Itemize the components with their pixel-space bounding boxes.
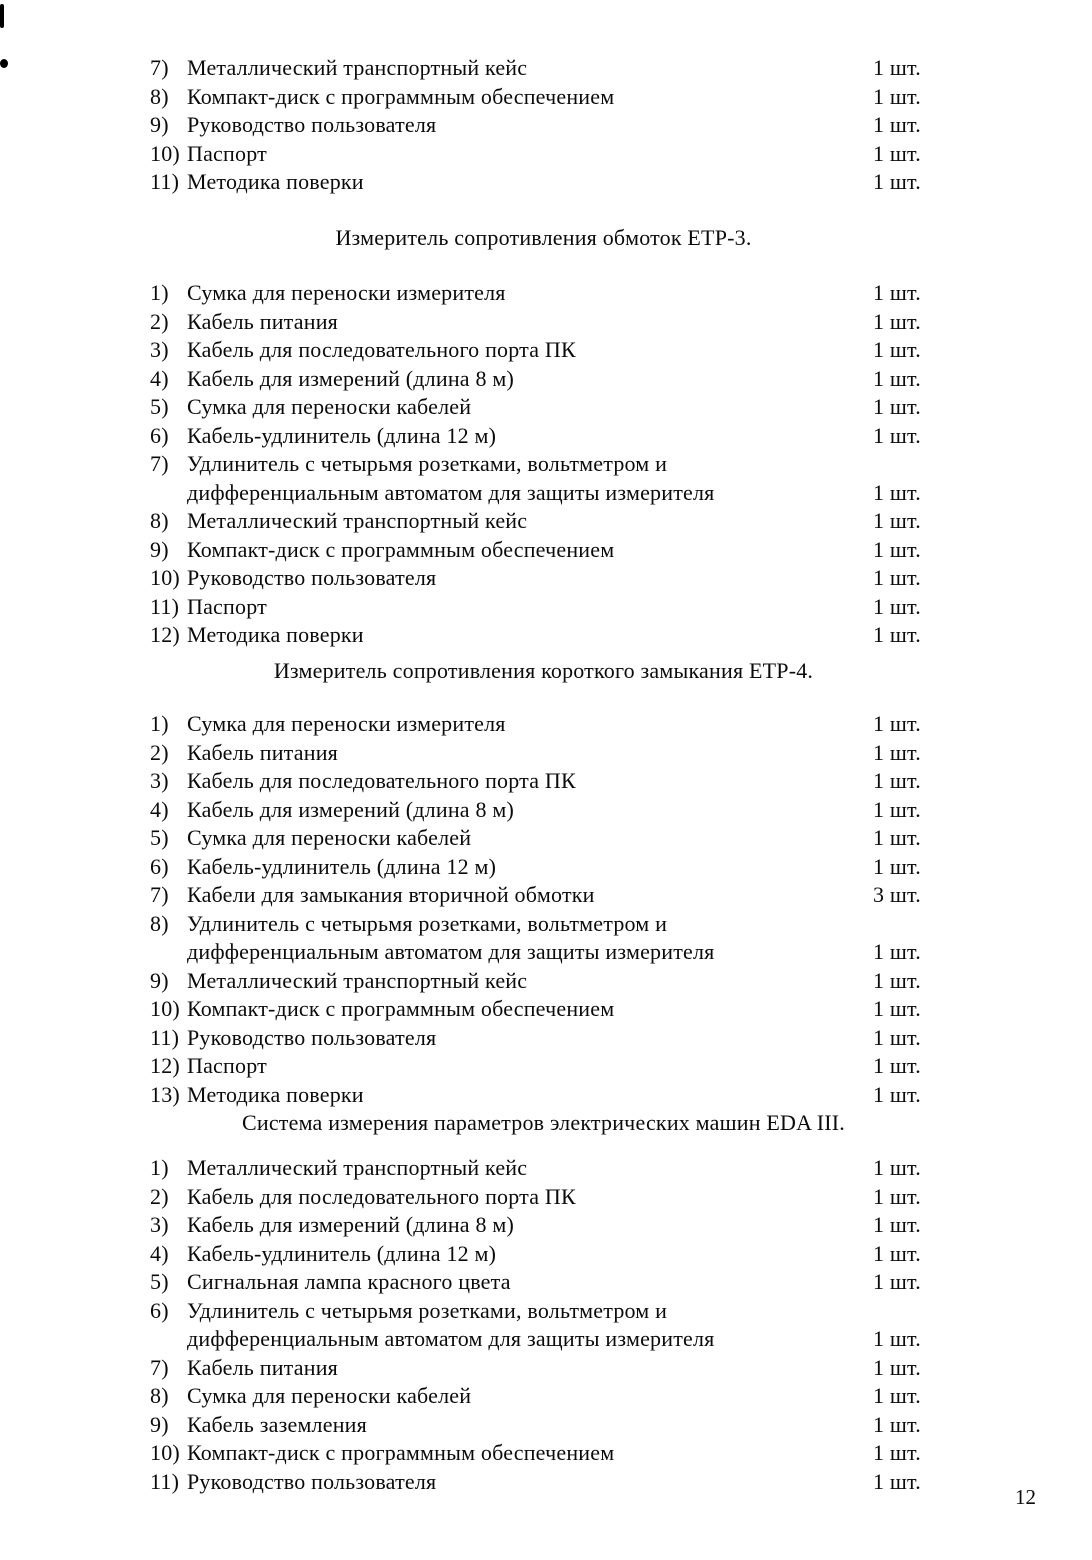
item-quantity: 1 шт. — [873, 1081, 921, 1107]
item-quantity: 1 шт. — [873, 796, 921, 822]
item-quantity: 1 шт. — [873, 479, 921, 505]
item-quantity: 1 шт. — [873, 853, 921, 879]
item-number: 4) — [150, 1240, 169, 1266]
list-item — [150, 422, 937, 451]
item-description: Сумка для переноски кабелей — [187, 394, 472, 419]
item-description: Кабель для последовательного порта ПК — [187, 337, 576, 362]
list-item — [150, 796, 937, 825]
list-item — [150, 1468, 937, 1497]
list-item — [150, 739, 937, 768]
list-item — [150, 564, 937, 593]
item-description: Кабель для последовательного порта ПК — [187, 1183, 576, 1209]
item-description: Кабель питания — [187, 308, 338, 334]
item-list — [150, 54, 937, 197]
item-description: Сумка для переноски измерителя — [187, 280, 506, 305]
item-description: Кабель заземления — [187, 1411, 367, 1437]
list-item — [150, 536, 937, 565]
list-item — [150, 1052, 937, 1081]
list-item — [150, 1183, 937, 1212]
item-quantity: 1 шт. — [873, 1212, 921, 1237]
item-description: Руководство пользователя — [187, 1468, 437, 1494]
item-number: 7) — [150, 451, 169, 476]
item-number: 3) — [150, 337, 169, 362]
item-number: 7) — [150, 1354, 169, 1380]
section-heading-etp3: Измеритель сопротивления обмоток ЕТР-3. — [335, 225, 752, 250]
item-quantity: 1 шт. — [873, 1155, 921, 1180]
item-number: 13) — [150, 1081, 180, 1107]
list-item — [150, 881, 937, 910]
item-quantity: 1 шт. — [873, 1183, 921, 1209]
item-description: Кабель-удлинитель (длина 12 м) — [187, 422, 497, 448]
equipment-list-continuation — [150, 54, 937, 197]
list-item — [150, 1439, 937, 1468]
item-description: Паспорт — [187, 1053, 267, 1078]
list-item — [150, 910, 937, 939]
item-description: Удлинитель с четырьмя розетками, вольтметром и — [187, 1297, 668, 1323]
list-item — [150, 83, 937, 112]
list-item — [150, 365, 937, 394]
item-quantity: 1 шт. — [873, 169, 921, 194]
item-quantity — [873, 450, 937, 479]
item-number: 2) — [150, 308, 169, 334]
item-quantity: 1 шт. — [873, 939, 921, 964]
item-description: Компакт-диск с программным обеспечением — [187, 1440, 615, 1465]
item-quantity: 1 шт. — [873, 996, 921, 1021]
item-description: Паспорт — [187, 140, 267, 166]
item-quantity: 1 шт. — [873, 280, 921, 305]
item-quantity: 1 шт. — [873, 337, 921, 362]
item-description: Кабель для измерений (длина 8 м) — [187, 796, 515, 822]
section-heading-eda3: Система измерения параметров электрических машин EDA III. — [241, 1110, 845, 1135]
list-item — [150, 1268, 937, 1297]
item-list — [150, 1154, 937, 1496]
item-number: 1) — [150, 711, 169, 736]
item-list — [150, 710, 937, 1109]
list-item — [150, 593, 937, 622]
item-number: 8) — [150, 83, 169, 109]
item-quantity: 1 шт. — [873, 622, 921, 647]
item-description: Сигнальная лампа красного цвета — [187, 1269, 511, 1294]
list-item — [150, 710, 937, 739]
item-quantity: 3 шт. — [873, 882, 921, 907]
item-quantity: 1 шт. — [873, 83, 921, 109]
list-item — [150, 54, 937, 83]
item-quantity: 1 шт. — [873, 308, 921, 334]
item-quantity: 1 шт. — [873, 825, 921, 850]
item-description: Металлический транспортный кейс — [187, 55, 528, 80]
item-description: Удлинитель с четырьмя розетками, вольтметром и — [187, 451, 668, 476]
item-number: 4) — [150, 365, 169, 391]
item-number: 11) — [150, 1468, 180, 1494]
item-number: 7) — [150, 55, 169, 80]
list-item — [150, 1354, 937, 1383]
item-description: Металлический транспортный кейс — [187, 967, 528, 993]
item-number — [150, 1325, 187, 1354]
item-description: Металлический транспортный кейс — [187, 1155, 528, 1180]
list-item — [150, 767, 937, 796]
item-description: Сумка для переноски кабелей — [187, 825, 472, 850]
list-item — [150, 111, 937, 140]
item-quantity: 1 шт. — [873, 1326, 921, 1351]
list-item — [150, 1154, 937, 1183]
item-quantity: 1 шт. — [873, 1383, 921, 1408]
item-number: 8) — [150, 1383, 169, 1408]
item-number: 8) — [150, 910, 169, 936]
equipment-list-etp4 — [150, 710, 937, 1109]
list-item — [150, 1240, 937, 1269]
item-quantity: 1 шт. — [873, 565, 921, 590]
item-number: 7) — [150, 882, 169, 907]
item-description: Компакт-диск с программным обеспечением — [187, 996, 615, 1021]
item-number: 3) — [150, 1212, 169, 1237]
item-description: Кабель питания — [187, 1354, 338, 1380]
list-item — [150, 1297, 937, 1326]
item-quantity: 1 шт. — [873, 1411, 921, 1437]
item-number: 12) — [150, 622, 180, 647]
item-description: Кабель для измерений (длина 8 м) — [187, 365, 515, 391]
list-item — [150, 1382, 937, 1411]
item-description: Кабель питания — [187, 739, 338, 765]
item-description: Методика поверки — [187, 622, 364, 647]
item-quantity: 1 шт. — [873, 1440, 921, 1465]
item-description: Методика поверки — [187, 1081, 364, 1107]
item-description: Удлинитель с четырьмя розетками, вольтметром и — [187, 910, 668, 936]
item-quantity: 1 шт. — [873, 739, 921, 765]
scan-artifact-dot — [0, 59, 8, 68]
item-description: Кабель для измерений (длина 8 м) — [187, 1212, 515, 1237]
section-heading-etp4: Измеритель сопротивления короткого замыкания ЕТР-4. — [273, 658, 814, 683]
list-item — [150, 140, 937, 169]
item-number: 10) — [150, 1440, 180, 1465]
item-number: 5) — [150, 394, 169, 419]
item-number: 8) — [150, 508, 169, 533]
item-description: дифференциальным автоматом для защиты измерителя — [187, 939, 715, 964]
equipment-list-etp3 — [150, 279, 937, 650]
item-quantity: 1 шт. — [873, 768, 921, 793]
list-item — [150, 1211, 937, 1240]
list-item — [150, 308, 937, 337]
item-number: 9) — [150, 967, 169, 993]
item-quantity: 1 шт. — [873, 1468, 921, 1494]
item-quantity: 1 шт. — [873, 55, 921, 80]
list-item — [150, 853, 937, 882]
item-quantity: 1 шт. — [873, 394, 921, 419]
item-quantity: 1 шт. — [873, 508, 921, 533]
item-quantity: 1 шт. — [873, 967, 921, 993]
item-number: 9) — [150, 1411, 169, 1437]
item-description: Кабель-удлинитель (длина 12 м) — [187, 853, 497, 879]
item-description: Паспорт — [187, 593, 267, 619]
item-description: Сумка для переноски измерителя — [187, 711, 506, 736]
item-number: 2) — [150, 739, 169, 765]
item-number: 4) — [150, 796, 169, 822]
item-description: Компакт-диск с программным обеспечением — [187, 536, 615, 562]
item-number: 6) — [150, 853, 169, 879]
item-quantity: 1 шт. — [873, 593, 921, 619]
item-quantity — [873, 1297, 937, 1326]
item-description: Кабели для замыкания вторичной обмотки — [187, 882, 595, 907]
item-quantity: 1 шт. — [873, 1269, 921, 1294]
item-number: 10) — [150, 140, 180, 166]
item-description: Руководство пользователя — [187, 565, 437, 590]
item-quantity: 1 шт. — [873, 1240, 921, 1266]
list-item — [150, 1081, 937, 1110]
page-number: 12 — [1015, 1485, 1036, 1509]
item-quantity: 1 шт. — [873, 1024, 921, 1050]
list-item — [150, 1411, 937, 1440]
item-number: 1) — [150, 1155, 169, 1180]
list-item-continuation — [150, 479, 937, 508]
item-description: дифференциальным автоматом для защиты измерителя — [187, 479, 715, 505]
list-item — [150, 393, 937, 422]
item-description: Сумка для переноски кабелей — [187, 1383, 472, 1408]
item-number — [150, 479, 187, 508]
item-number: 5) — [150, 1269, 169, 1294]
item-description: Руководство пользователя — [187, 1024, 437, 1050]
list-item-continuation — [150, 938, 937, 967]
list-item-continuation — [150, 1325, 937, 1354]
list-item — [150, 168, 937, 197]
item-quantity: 1 шт. — [873, 1053, 921, 1078]
list-item — [150, 1024, 937, 1053]
item-number: 11) — [150, 593, 180, 619]
item-description: Кабель для последовательного порта ПК — [187, 768, 576, 793]
item-number: 11) — [150, 1024, 180, 1050]
list-item — [150, 336, 937, 365]
item-list — [150, 279, 937, 650]
list-item — [150, 621, 937, 650]
item-quantity: 1 шт. — [873, 112, 921, 137]
list-item — [150, 967, 937, 996]
list-item — [150, 450, 937, 479]
list-item — [150, 279, 937, 308]
item-description: Металлический транспортный кейс — [187, 508, 528, 533]
item-number: 6) — [150, 1297, 169, 1323]
item-number: 6) — [150, 422, 169, 448]
list-item — [150, 824, 937, 853]
item-quantity: 1 шт. — [873, 536, 921, 562]
item-quantity: 1 шт. — [873, 422, 921, 448]
item-description: дифференциальным автоматом для защиты измерителя — [187, 1326, 715, 1351]
item-quantity: 1 шт. — [873, 140, 921, 166]
item-quantity: 1 шт. — [873, 1354, 921, 1380]
item-number: 11) — [150, 169, 180, 194]
item-number: 10) — [150, 565, 180, 590]
item-number: 2) — [150, 1183, 169, 1209]
scan-artifact-mark — [0, 4, 4, 28]
item-quantity: 1 шт. — [873, 365, 921, 391]
list-item — [150, 507, 937, 536]
item-number: 9) — [150, 536, 169, 562]
item-number: 5) — [150, 825, 169, 850]
item-quantity: 1 шт. — [873, 711, 921, 736]
equipment-list-eda3 — [150, 1154, 937, 1496]
item-description: Кабель-удлинитель (длина 12 м) — [187, 1240, 497, 1266]
item-number: 12) — [150, 1053, 180, 1078]
item-quantity — [873, 910, 937, 939]
item-number — [150, 938, 187, 967]
item-description: Руководство пользователя — [187, 112, 437, 137]
item-number: 10) — [150, 996, 180, 1021]
item-number: 1) — [150, 280, 169, 305]
item-description: Компакт-диск с программным обеспечением — [187, 83, 615, 109]
list-item — [150, 995, 937, 1024]
item-number: 3) — [150, 768, 169, 793]
item-description: Методика поверки — [187, 169, 364, 194]
item-number: 9) — [150, 112, 169, 137]
